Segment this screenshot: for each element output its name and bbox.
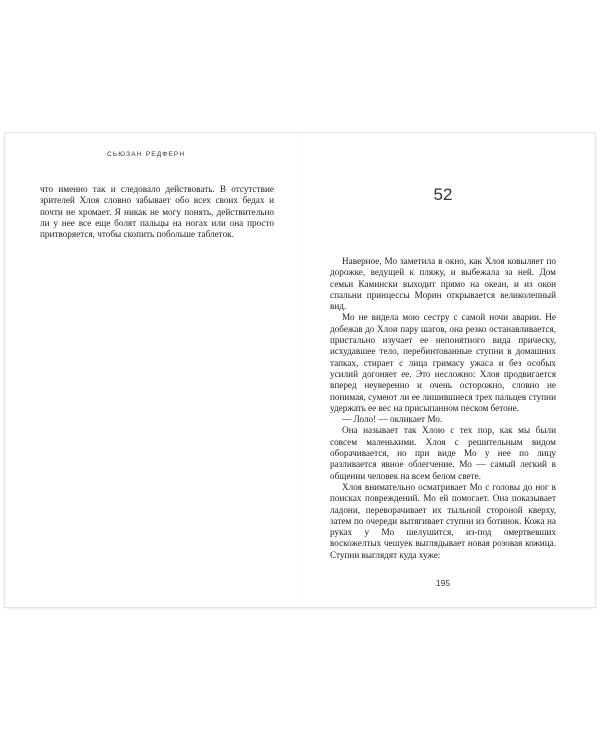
chapter-number: 52 (433, 185, 453, 204)
page-number: 195 (435, 578, 451, 588)
paragraph-3: — Лоло! — окликает Мо. (342, 414, 443, 425)
paragraph-1: Наверное, Мо заметила в окно, как Хлоя ковыляет по дорожке, ведущей к пляжу, и выбежала за ней. Дом семьи Камински выходит прямо на океан, и из окон спальни принцессы Морин открывается великолепный вид. (330, 256, 556, 312)
running-head: СЬЮЗАН РЕДФЕРН (107, 151, 186, 158)
left-page-paragraph: что именно так и следовало действовать. В отсутствие зрителей Хлоя словно забывает обо всех своих бедах и почти не хромает. Я никак не могу понять, действительно ли у нее все еще болят пальцы на ногах или она просто притворяется, чтобы скопить побольше таблеток. (40, 184, 274, 240)
right-page-body (330, 256, 556, 561)
page-gutter (300, 133, 301, 607)
paragraph-2: Мо не видела мою сестру с самой ночи аварии. Не добежав до Хлои пару шагов, она резко останавливается, пристально изучает ее непонятного вида прическу, исхудавшее тело, перебинтованные ступни в домашних тапках, стирает с лица гримасу ужаса и без особых усилий догоняет ее. Это несложно: Хлоя продвигается вперед неуверенно и очень осторожно, словно не понимая, сумеют ли ее лишившиеся трех пальцев ступни удержать ее вес на присыпанном песком бетоне. (330, 312, 556, 413)
paragraph-5: Хлоя внимательно осматривает Мо с головы до ног в поисках повреждений. Мо ей помогает. Она показывает ладони, переворачивает их тыльной стороной кверху, затем по очереди вытягивает ступни из ботинок. Кожа на руках у Мо шелушится, из-под омертвевших воскожелтых чешуек выглядывает новая розовая кожица. Ступни выглядят куда хуже: (330, 481, 556, 560)
paragraph-4: Она называет так Хлою с тех пор, как мы были совсем маленькими. Хлоя с решительным видом оборачивается, но при виде Мо у нее по лицу разливается явное облегчение. Мо — самый легкий в общении человек на всем белом свете. (330, 425, 556, 481)
